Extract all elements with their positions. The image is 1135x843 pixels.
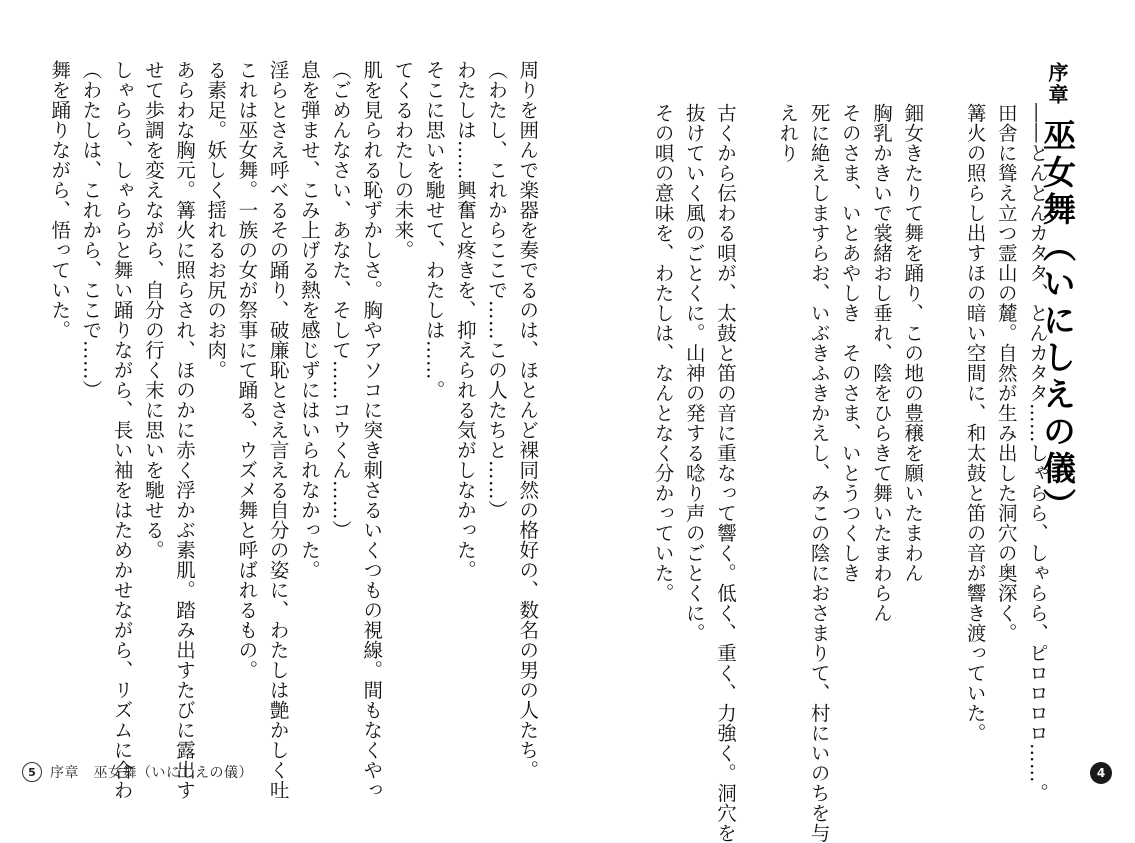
text-line: る素足。妖しく揺れるお尻のお肉。 xyxy=(204,60,228,380)
text-line: 周りを囲んで楽器を奏でるのは、ほとんど裸同然の格好の、数名の男の人たち。 xyxy=(516,60,540,780)
text-line: そこに思いを馳せて、わたしは……。 xyxy=(422,60,446,400)
text-line: ――とんとんカタタ、とんカタタ……しゃらら、しゃらら、ピロロロロ……。 xyxy=(1026,103,1049,803)
text-line: 古くから伝わる唄が、太鼓と笛の音に重なって響く。低く、重く、力強く。洞穴を xyxy=(714,103,737,843)
text-line: そのさま、いとあやしき そのさま、いとうつくしき xyxy=(838,103,862,583)
text-line: わたしは……興奮と疼きを、抑えられる気がしなかった。 xyxy=(453,60,477,580)
text-line: 鈿女きたりて舞を踊り、この地の豊穣を願いたまわん xyxy=(901,103,925,583)
left-page xyxy=(0,0,567,800)
right-page-body xyxy=(647,103,1053,843)
text-line: （ごめんなさい、あなた、そして……コウくん……） xyxy=(329,60,353,540)
text-line: これは巫女舞。一族の女が祭事にて踊る、ウズメ舞と呼ばれるもの。 xyxy=(235,60,259,680)
text-line: 胸乳かきいで裳緒おし垂れ、陰をひらきて舞いたまわらん xyxy=(870,103,893,623)
text-line: その唄の意味を、わたしは、なんとなく分かっていた。 xyxy=(651,103,675,603)
text-line: てくるわたしの未来。 xyxy=(391,60,415,260)
text-line: せて歩調を変えながら、自分の行く末に思いを馳せる。 xyxy=(141,60,165,560)
chapter-title: 巫女舞（いにしえの儀） xyxy=(1038,118,1077,525)
text-line: 田舎に聳え立つ霊山の麓。自然が生み出した洞穴の奥深く。 xyxy=(994,103,1018,643)
chapter-label: 序章 xyxy=(1045,62,1069,106)
page-number-right: 4 xyxy=(1090,762,1112,784)
text-line: 肌を見られる恥ずかしさ。胸やアソコに突き刺さるいくつもの視線。間もなくやっ xyxy=(360,60,384,800)
right-page xyxy=(567,0,1135,843)
page-number-left: 5 xyxy=(22,762,42,782)
text-line: えれり xyxy=(776,103,800,163)
text-line: あらわな胸元。篝火に照らされ、ほのかに赤く浮かぶ素肌。踏み出すたびに露出す xyxy=(173,60,197,800)
running-head: 序章 巫女舞（いにしえの儀） xyxy=(50,765,253,781)
text-line: （わたし、これからここで……この人たちと……） xyxy=(485,60,509,520)
text-line: 篝火の照らし出すほの暗い空間に、和太鼓と笛の音が響き渡っていた。 xyxy=(963,103,987,743)
text-line: （わたしは、これから、ここで……） xyxy=(79,60,103,400)
left-footer xyxy=(22,762,253,782)
text-line: しゃらら、しゃららと舞い踊りながら、長い袖をはためかせながら、リズムに合わ xyxy=(110,60,134,800)
blank-line xyxy=(741,103,772,763)
text-line: 抜けていく風のごとくに。山神の発する唸り声のごとくに。 xyxy=(682,103,706,643)
text-line: 死に絶えしますらお、いぶきふきかえし、みこの陰におさまりて、村にいのちを与 xyxy=(807,103,831,843)
blank-line xyxy=(928,103,959,763)
text-line: 舞を踊りながら、悟っていた。 xyxy=(48,60,72,340)
text-line: 淫らとさえ呼べるその踊り、破廉恥とさえ言える自分の姿に、わたしは艶かしく吐 xyxy=(266,60,290,800)
text-line: 息を弾ませ、こみ上げる熱を感じずにはいられなかった。 xyxy=(297,60,321,580)
